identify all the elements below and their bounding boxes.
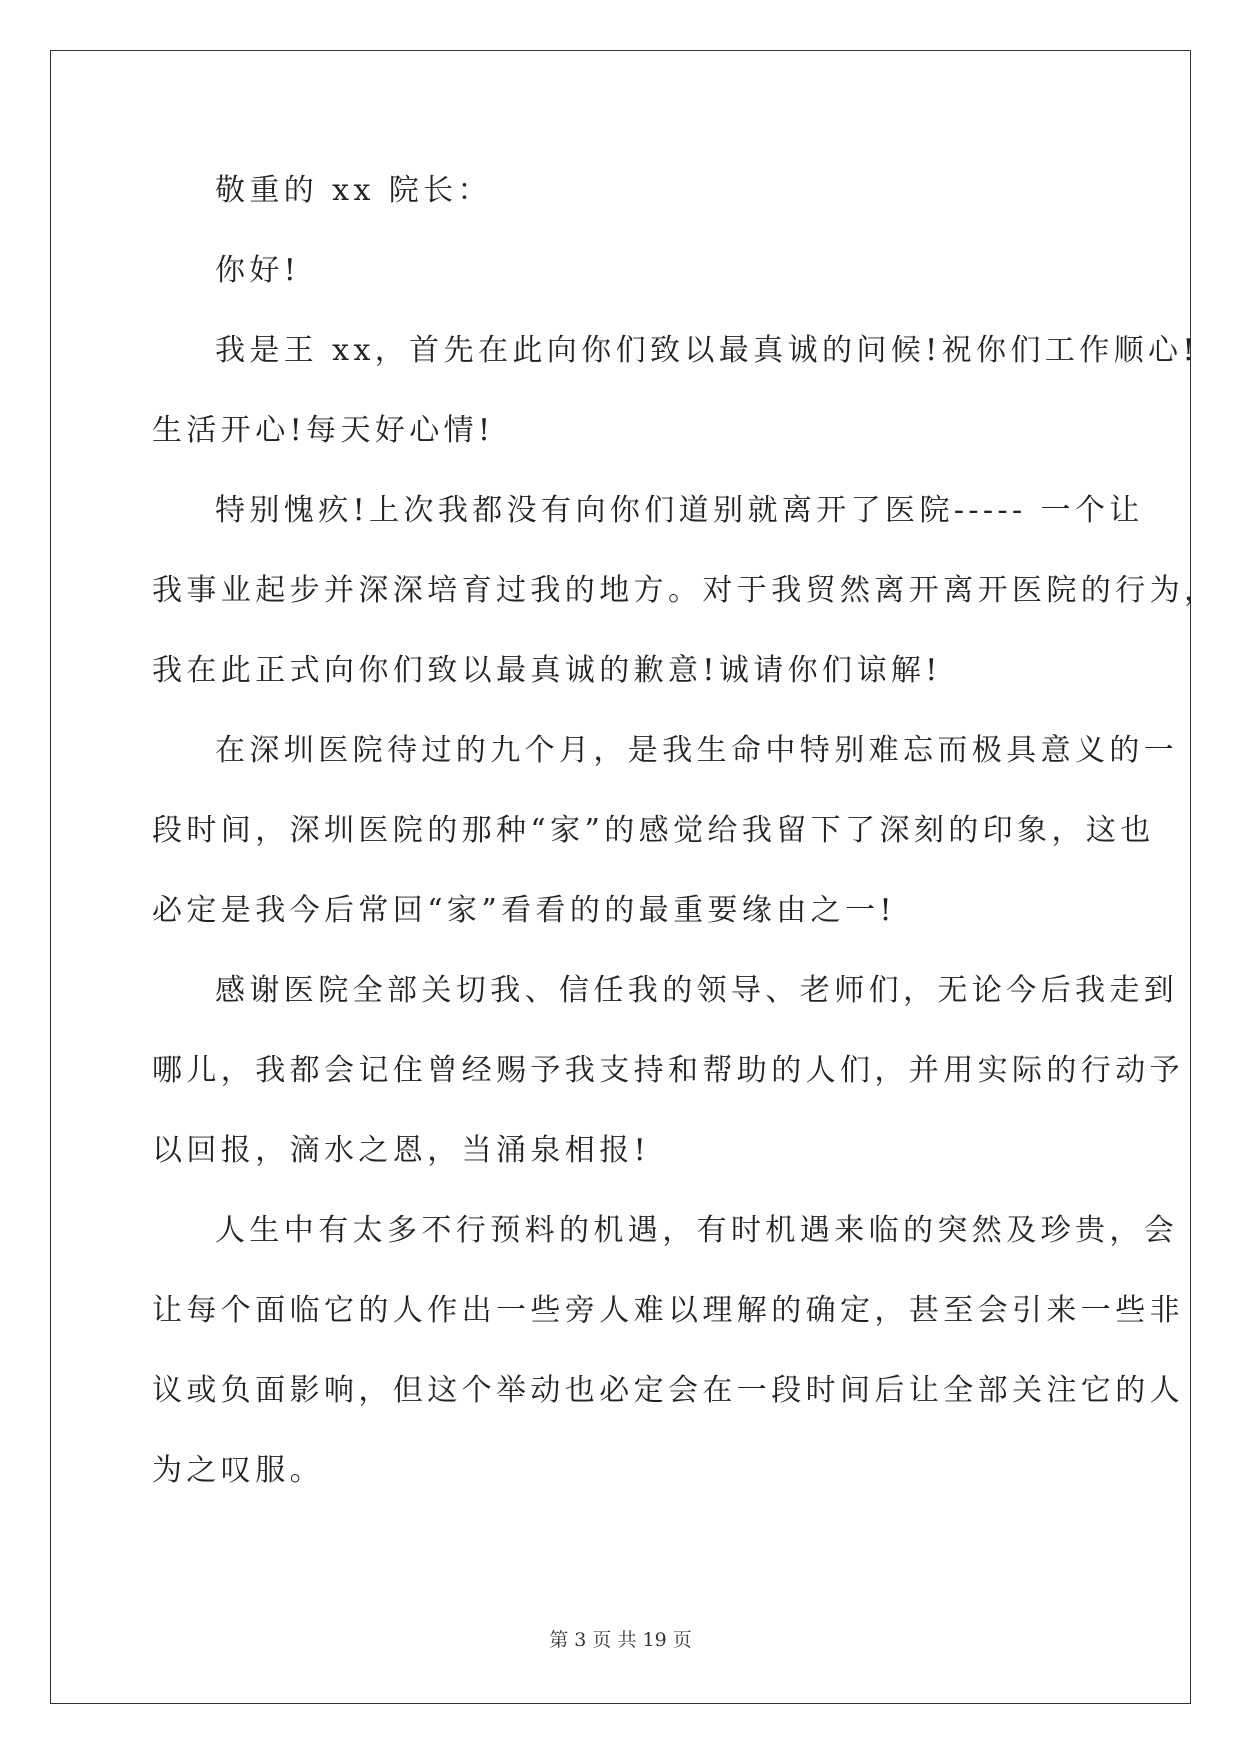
paragraph-line: 在深圳医院待过的九个月，是我生命中特别难忘而极具意义的一 [215,733,1179,768]
paragraph-line: 生活开心!每天好心情! [152,413,495,448]
paragraph-line: 段时间，深圳医院的那种“家”的感觉给我留下了深刻的印象，这也 [152,813,1155,848]
paragraph-line: 让每个面临它的人作出一些旁人难以理解的确定，甚至会引来一些非 [152,1293,1184,1328]
paragraph-line: 感谢医院全部关切我、信任我的领导、老师们，无论今后我走到 [215,973,1179,1008]
paragraph-line: 我是王 xx，首先在此向你们致以最真诚的问候!祝你们工作顺心! [215,333,1199,368]
paragraph-line: 为之叹服。 [152,1453,324,1488]
letter-body [152,166,1219,1526]
paragraph-line: 议或负面影响，但这个举动也必定会在一段时间后让全部关注它的人 [152,1373,1184,1408]
paragraph-line: 哪儿，我都会记住曾经赐予我支持和帮助的人们，并用实际的行动予 [152,1053,1184,1088]
paragraph-line: 我事业起步并深深培育过我的地方。对于我贸然离开离开医院的行为， [152,573,1219,608]
paragraph-line: 必定是我今后常回“家”看看的的最重要缘由之一! [152,893,896,928]
salutation: 敬重的 xx 院长： [215,173,492,208]
paragraph-line: 以回报，滴水之恩，当涌泉相报! [152,1133,651,1168]
page-number-footer: 第 3 页 共 19 页 [549,1629,692,1651]
paragraph-line: 特别愧疚!上次我都没有向你们道别就离开了医院----- 一个让 [215,493,1144,528]
paragraph-line: 人生中有太多不行预料的机遇，有时机遇来临的突然及珍贵，会 [215,1213,1179,1248]
paragraph-line: 我在此正式向你们致以最真诚的歉意!诚请你们谅解! [152,653,942,688]
greeting: 你好! [215,253,301,288]
